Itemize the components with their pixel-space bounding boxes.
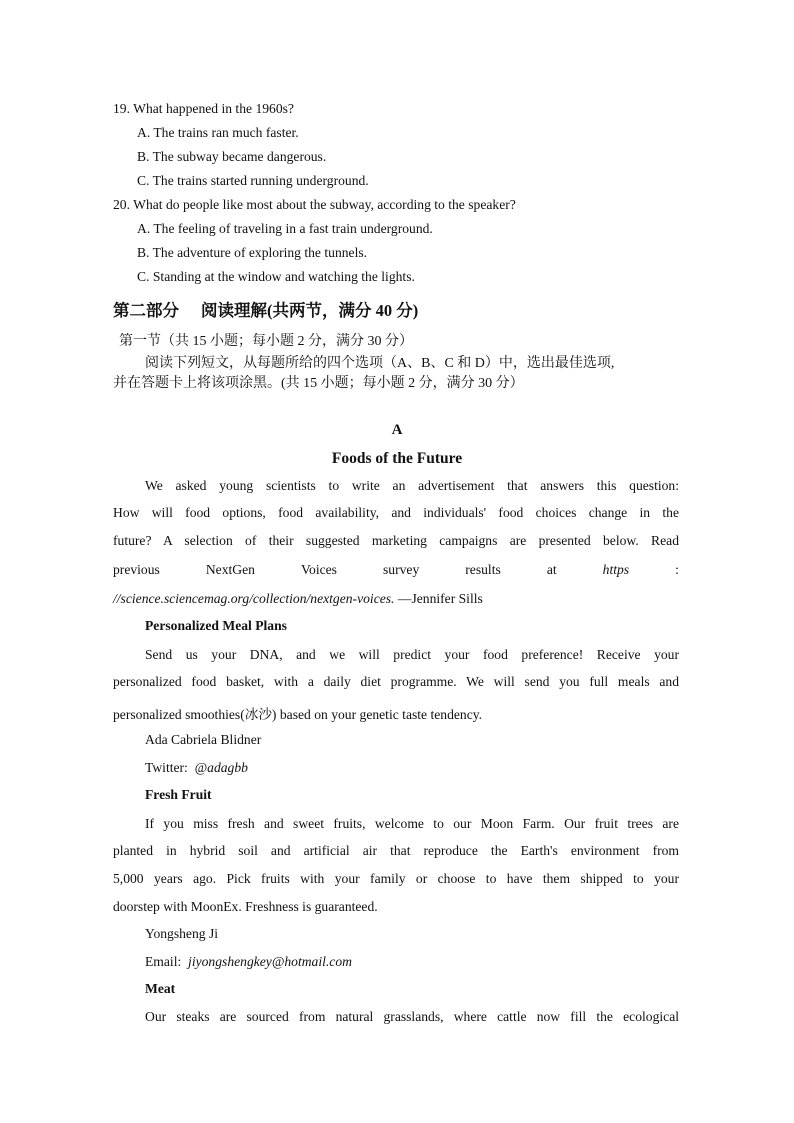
question-20-stem: 20. What do people like most about the subway, according to the speaker?: [113, 197, 516, 212]
question-19-option-a: A. The trains ran much faster.: [137, 125, 299, 140]
instruction-line-2: 并在答题卡上将该项涂黑。(共 15 小题；每小题 2 分，满分 30 分）: [113, 376, 524, 391]
ad-contact-value: jiyongshengkey@hotmail.com: [188, 954, 352, 969]
passage-letter: A: [391, 422, 403, 438]
part2-title: [113, 297, 418, 321]
intro-word: NextGen: [205, 562, 255, 577]
intro-url-start: https: [602, 562, 630, 577]
question-19-stem: 19. What happened in the 1960s?: [113, 101, 294, 116]
ad-contact-label: Twitter:: [145, 760, 188, 775]
intro-word: previous: [113, 562, 160, 577]
part2-title-right: 阅读理解(共两节，满分 40 分): [201, 301, 419, 320]
question-20-option-c: C. Standing at the window and watching the lights.: [137, 269, 415, 284]
ad-contact: [145, 954, 352, 970]
part2-title-left: 第二部分: [113, 301, 179, 320]
question-20-option-a: A. The feeling of traveling in a fast train underground.: [137, 221, 433, 236]
intro-word: survey: [383, 562, 420, 577]
intro-line-5: [113, 591, 483, 607]
ad-contact: [145, 760, 248, 776]
ad-body-line: Send us your DNA, and we will predict your food preference! Receive your: [145, 647, 679, 662]
intro-attribution: —Jennifer Sills: [394, 591, 483, 606]
ad-body-line: If you miss fresh and sweet fruits, welcome to our Moon Farm. Our fruit trees are: [145, 816, 679, 831]
ad-body-line: Our steaks are sourced from natural grasslands, where cattle now fill the ecological: [145, 1009, 679, 1024]
question-19-option-b: B. The subway became dangerous.: [137, 149, 327, 164]
ad-contact-label: Email:: [145, 954, 182, 969]
intro-word: Voices: [300, 562, 337, 577]
intro-url: //science.sciencemag.org/collection/nextgen-voices.: [113, 591, 395, 606]
ad-body-line: 5,000 years ago. Pick fruits with your family or choose to have them shipped to your: [113, 871, 679, 886]
ad-contact-value: @adagbb: [194, 760, 248, 775]
intro-line-4: [113, 562, 679, 578]
intro-line-2: How will food options, food availability, and individuals' food choices change in the: [113, 505, 679, 520]
ad-heading: Personalized Meal Plans: [145, 618, 287, 633]
ad-heading: Fresh Fruit: [145, 787, 212, 802]
ad-heading: Meat: [145, 981, 176, 996]
instruction-line-1: 阅读下列短文，从每题所给的四个选项（A、B、C 和 D）中，选出最佳选项,: [145, 356, 615, 371]
section1-heading: 第一节（共 15 小题；每小题 2 分，满分 30 分）: [119, 334, 413, 349]
question-20-option-b: B. The adventure of exploring the tunnels.: [137, 245, 368, 260]
ad-body-line: personalized food basket, with a daily diet programme. We will send you full meals and: [113, 674, 679, 689]
intro-word: results: [465, 562, 501, 577]
ad-body-line: planted in hybrid soil and artificial air that reproduce the Earth's environment from: [113, 843, 679, 858]
ad-author: Ada Cabriela Blidner: [145, 732, 262, 747]
ad-author: Yongsheng Ji: [145, 926, 219, 941]
intro-line-1: We asked young scientists to write an advertisement that answers this question:: [145, 478, 679, 493]
question-19-option-c: C. The trains started running underground.: [137, 173, 369, 188]
intro-line-3: future? A selection of their suggested marketing campaigns are presented below. Read: [113, 533, 679, 548]
ad-body-last: doorstep with MoonEx. Freshness is guaranteed.: [113, 899, 378, 914]
ad-body-last: personalized smoothies(冰沙) based on your genetic taste tendency.: [113, 707, 483, 722]
intro-word: at: [546, 562, 557, 577]
intro-word: :: [675, 562, 679, 577]
passage-title: Foods of the Future: [331, 450, 463, 467]
